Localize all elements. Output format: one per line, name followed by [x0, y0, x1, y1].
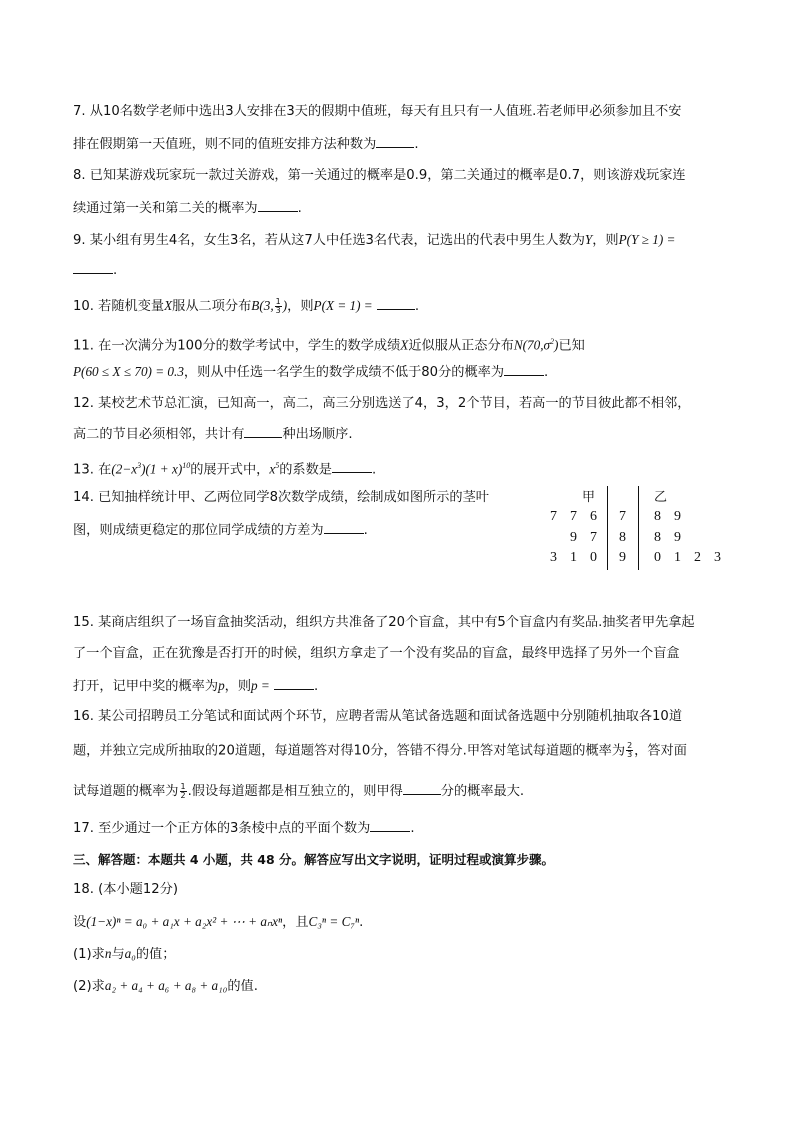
q8-text-1: 8. 已知某游戏玩家玩一款过关游戏，第一关通过的概率是0.9，第二关通过的概率是0.7，则该游戏玩家连 [73, 168, 686, 183]
q11-period: . [544, 365, 549, 380]
q11-text-4: ，则从中任选一名学生的数学成绩不低于80分的概率为 [183, 365, 505, 380]
q18-text-2: ，且 [282, 915, 309, 930]
q18-p2-expr: a₂ + a₄ + a₆ + a₈ + a₁₀ [104, 978, 228, 993]
q16-fraction-2 [180, 783, 187, 800]
stem-value: 7 [619, 509, 626, 524]
q10-line [73, 297, 419, 316]
q13-text-3: 的系数是 [279, 462, 332, 478]
answer-blank[interactable] [403, 782, 441, 795]
q11-line1 [73, 333, 585, 355]
q15-text-2: 了一个盲盒，正在犹豫是否打开的时候，组织方拿走了一个没有奖品的盲盒，最终甲选择了另外一个盲盒 [73, 646, 680, 661]
answer-blank[interactable] [274, 677, 314, 690]
q15-text-1: 15. 某商店组织了一场盲盒抽奖活动，组织方共准备了20个盲盒，其中有5个盲盒内有奖品.抽奖者甲先拿起 [73, 615, 695, 630]
q16-frac2-num: 1 [180, 781, 186, 791]
q17-line [73, 819, 415, 838]
q11-text-1: 11. 在一次满分为100分的数学考试中，学生的数学成绩 [73, 338, 401, 354]
leaf-left: 7 [570, 509, 577, 524]
answer-blank[interactable] [258, 199, 298, 212]
q12-line2 [73, 425, 353, 444]
q14-line1 [73, 489, 489, 507]
stem-leaf-header-right: 乙 [654, 490, 668, 505]
q11-text-3: 已知 [558, 338, 585, 354]
leaf-left: 6 [590, 509, 597, 524]
q16-fraction-1 [626, 742, 633, 759]
q18-expansion: (1−x)ⁿ = a₀ + a₁x + a₂x² + ⋯ + aₙxⁿ [86, 914, 283, 929]
q18-var-a0: a₀ [124, 946, 136, 961]
q10-close: ) [282, 298, 288, 313]
q11-expr: P(60 ≤ X ≤ 70) = 0.3 [73, 364, 184, 379]
q8-line1 [73, 167, 686, 185]
leaf-left: 9 [570, 530, 577, 545]
q9-expr: P(Y ≥ 1) = [618, 232, 676, 247]
q9-line2 [73, 261, 117, 280]
leaf-left: 1 [570, 550, 577, 565]
q13-expr2: )(1 + x) [141, 461, 183, 477]
q13-line [73, 457, 376, 479]
q18-p1-text-2: 与 [111, 947, 125, 962]
q13-expr1: (2−x [111, 461, 138, 477]
q15-var-p: p [218, 678, 225, 693]
q15-expr: p = [251, 678, 270, 693]
q8-text-2: 续通过第一关和第二关的概率为 [73, 201, 258, 216]
q14-text-1: 14. 已知抽样统计甲、乙两位同学8次数学成绩，绘制成如图所示的茎叶 [73, 490, 489, 505]
section-3-heading [73, 851, 554, 869]
q18-p2-text-2: 的值. [227, 979, 258, 994]
q10-text-1: 10. 若随机变量 [73, 299, 165, 314]
q12-text-2: 高二的节目必须相邻，共计有 [73, 427, 245, 442]
q10-binomial: B(3, [251, 298, 274, 313]
answer-blank[interactable] [324, 521, 364, 534]
q15-line1 [73, 614, 695, 632]
q15-text-4: ，则 [224, 679, 252, 694]
q18-head-text: 18. (本小题12分) [73, 882, 178, 897]
q10-period: . [414, 299, 420, 314]
q9-text-2: ，则 [592, 233, 619, 248]
q9-line1 [73, 231, 675, 250]
stem-leaf-header-left: 甲 [582, 490, 596, 505]
answer-blank[interactable] [73, 261, 113, 274]
q15-period: . [314, 679, 319, 694]
q12-line1 [73, 395, 690, 413]
q7-text-1: 7. 从10名数学老师中选出3人安排在3天的假期中值班，每天有且只有一人值班.若老师甲必须参加且不安 [73, 104, 682, 119]
q12-text-3: 种出场顺序. [282, 427, 353, 442]
q16-frac1-num: 2 [627, 741, 633, 750]
leaf-left: 7 [590, 530, 597, 545]
q18-combination: C₃ⁿ = C₇ⁿ [308, 914, 360, 929]
q7-text-2: 排在假期第一天值班，则不同的值班安排方法种数为 [73, 137, 377, 152]
q16-frac1-den: 3 [627, 750, 633, 759]
q16-text-3: ，答对面 [634, 743, 687, 759]
q16-text-6: 分的概率最大. [440, 784, 525, 799]
q16-line1 [73, 708, 682, 726]
q10-text-3: ，则 [287, 299, 314, 314]
q18-line1 [73, 913, 363, 932]
q11-normal: N(70,σ [513, 337, 551, 353]
leaf-right: 1 [674, 550, 681, 565]
q7-period: . [414, 137, 419, 152]
answer-blank[interactable] [376, 135, 414, 148]
q16-line3 [73, 782, 524, 801]
q13-period: . [371, 462, 377, 478]
leaf-left: 3 [550, 550, 557, 565]
leaf-right: 9 [674, 509, 681, 524]
q18-p1-text-3: 的值； [135, 947, 176, 962]
q18-p2-text-1: (2)求 [73, 979, 105, 994]
q15-line3 [73, 677, 318, 696]
q9-period: . [113, 263, 118, 278]
q11-close: ) [554, 337, 559, 353]
q11-sup: 2 [550, 337, 555, 346]
q16-text-5: .假设每道题都是相互独立的，则甲得 [187, 784, 403, 799]
q18-text-1: 设 [73, 915, 87, 930]
leaf-left: 7 [550, 509, 557, 524]
q16-text-4: 试每道题的概率为 [73, 784, 179, 799]
answer-blank[interactable] [377, 297, 415, 310]
leaf-left: 0 [590, 550, 597, 565]
q15-text-3: 打开，记甲中奖的概率为 [73, 679, 219, 694]
q16-text-1: 16. 某公司招聘员工分笔试和面试两个环节，应聘者需从笔试备选题和面试备选题中分别随机抽取各10道 [73, 709, 683, 724]
leaf-right: 0 [654, 550, 661, 565]
answer-blank[interactable] [370, 819, 410, 832]
q14-period: . [363, 523, 368, 538]
q10-text-2: 服从二项分布 [172, 299, 252, 314]
q18-p1-text-1: (1)求 [73, 947, 105, 962]
q11-var-x: X [400, 337, 409, 353]
q9-text-1: 9. 某小组有男生4名，女生3名，若从这7人中任选3名代表，记选出的代表中男生人数为 [73, 233, 585, 248]
q13-var-x: x [269, 461, 276, 477]
stem-value: 9 [619, 550, 626, 565]
q14-line2 [73, 521, 368, 540]
q8-period: . [297, 201, 302, 216]
stem-divider-right [638, 486, 639, 570]
q18-head [73, 881, 178, 899]
leaf-right: 3 [714, 550, 721, 565]
q18-part1 [73, 945, 175, 964]
q10-frac-den: 3 [275, 305, 281, 315]
stem-divider-left [607, 486, 608, 570]
answer-blank[interactable] [504, 363, 544, 376]
stem-leaf-plot [536, 486, 736, 572]
leaf-right: 8 [654, 530, 661, 545]
q14-text-2: 图，则成绩更稳定的那位同学成绩的方差为 [73, 523, 324, 538]
q18-part2 [73, 977, 258, 996]
q16-text-2: 题，并独立完成所抽取的20道题，每道题答对得10分，答错不得分.甲答对笔试每道题的概率为 [73, 743, 626, 759]
q18-var-n: n [104, 946, 112, 961]
q10-fraction [275, 298, 282, 315]
leaf-right: 8 [654, 509, 661, 524]
q10-expr: P(X = 1) = [313, 298, 373, 313]
answer-blank[interactable] [244, 425, 282, 438]
q17-period: . [410, 821, 415, 836]
q11-text-2: 近似服从正态分布 [408, 338, 514, 354]
q11-line2 [73, 363, 548, 382]
q12-text-1: 12. 某校艺术节总汇演，已知高一，高二，高三分别选送了4，3，2个节目，若高一的节目彼此都不相邻， [73, 396, 691, 411]
leaf-right: 2 [694, 550, 701, 565]
q10-frac-num: 1 [275, 296, 281, 306]
answer-blank[interactable] [332, 460, 372, 473]
q16-line2 [73, 742, 687, 761]
q17-text-1: 17. 至少通过一个正方体的3条棱中点的平面个数为 [73, 821, 371, 836]
q13-sup3: 5 [275, 461, 280, 470]
q9-var-y: Y [584, 232, 593, 247]
q10-var-x: X [164, 298, 173, 313]
q18-period: . [359, 915, 364, 930]
stem-value: 8 [619, 530, 626, 545]
q13-sup2: 10 [182, 461, 191, 470]
q13-text-2: 的展开式中， [190, 462, 270, 478]
q16-frac2-den: 2 [180, 790, 186, 800]
q7-line2 [73, 135, 419, 154]
q8-line2 [73, 199, 302, 218]
leaf-right: 9 [674, 530, 681, 545]
q7-line1 [73, 103, 681, 121]
q13-text-1: 13. 在 [73, 462, 112, 478]
section-3-text: 三、解答题：本题共 4 小题，共 48 分。解答应写出文字说明，证明过程或演算步骤。 [73, 852, 555, 867]
q13-sup1: 3 [137, 461, 142, 470]
q15-line2 [73, 645, 680, 663]
